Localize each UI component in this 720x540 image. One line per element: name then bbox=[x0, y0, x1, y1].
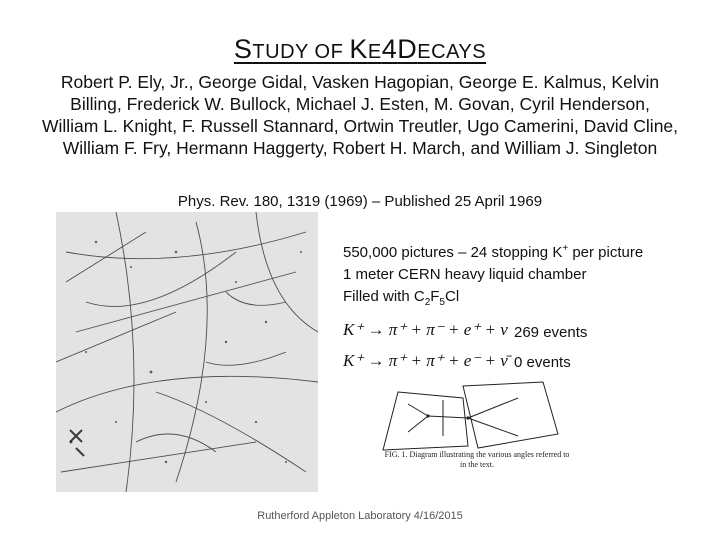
fill-line: Filled with $C_2F_5Cl$ bbox=[343, 288, 460, 308]
figure-caption: FIG. 1. Diagram illustrating the various angles referred to in the text. bbox=[384, 450, 570, 469]
bubble-chamber-photo bbox=[56, 212, 318, 492]
slide-title: STUDY OF KE4DECAYS bbox=[233, 34, 487, 64]
pictures-line: 550,000 pictures – 24 stopping K+ per picture bbox=[343, 243, 644, 261]
event-count-2: 0 events bbox=[514, 354, 571, 371]
event-count-1: 269 events bbox=[514, 324, 588, 341]
journal-reference: Phys. Rev. 180, 1319 (1969) – Published 25 April 1969 bbox=[177, 193, 543, 210]
chamber-line: 1 meter CERN heavy liquid chamber bbox=[343, 266, 587, 283]
experiment-info bbox=[343, 238, 643, 314]
decay-equation-2: K⁺ → π⁺ + π⁺ + e⁻ + ν̄ bbox=[343, 351, 508, 370]
author-list: Robert P. Ely, Jr., George Gidal, Vasken Hagopian, George E. Kalmus, Kelvin Billing, Frederick W. Bullock, Michael J. Esten, M. Govan, Cyril Henderson, William L. Knight, F. Russell Stannard, Ortwin Treutler, Ugo Camerini, David Cline, William F. Fry, Hermann Haggerty, Robert H. March, and William J. Singleton bbox=[41, 72, 679, 158]
decay-equation-1: K⁺ → π⁺ + π⁻ + e⁺ + ν bbox=[343, 320, 508, 339]
footer: Rutherford Appleton Laboratory 4/16/2015 bbox=[257, 510, 463, 522]
